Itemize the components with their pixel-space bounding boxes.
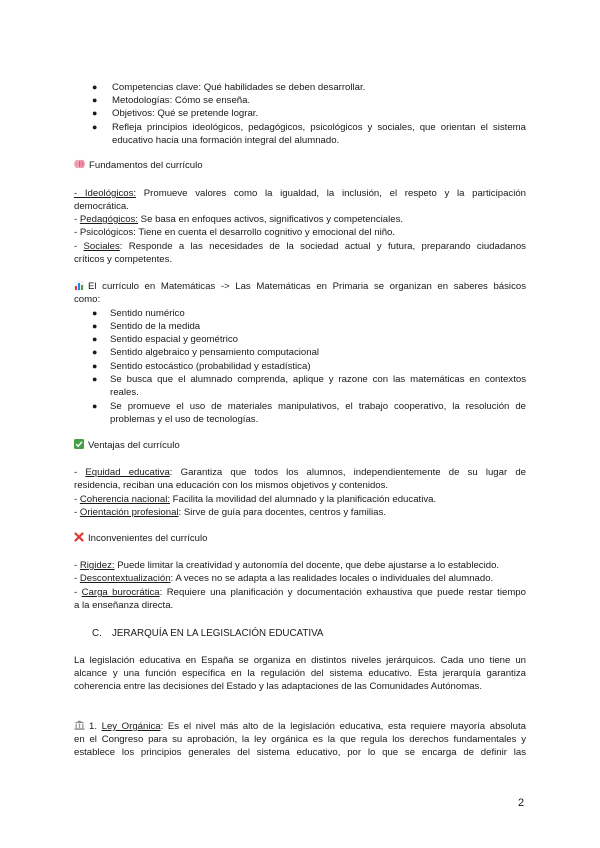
definition-text: : A veces no se adapta a las realidades locales o individuales del alumnado.	[170, 573, 494, 584]
bullet-dot: ●	[92, 108, 98, 118]
cross-icon	[74, 532, 84, 542]
ley-organica-line-3: establece los principios generales del sistema educativo, por lo que se encarga de definir las	[74, 747, 526, 758]
definition-text: : Garantiza que todos los alumnos, independientemente de su lugar de	[169, 467, 526, 478]
ideologicos-line-2: democrática.	[74, 201, 129, 212]
check-icon	[74, 439, 84, 449]
definition-text: : Es el nivel más alto de la legislación educativa, esta requiere mayoría absoluta	[160, 721, 527, 732]
classical-building-icon	[74, 720, 85, 730]
term-descontextualizacion: Descontextualización	[79, 573, 171, 584]
section-heading-text: Fundamentos del currículo	[89, 160, 203, 171]
list-item: Metodologías: Cómo se enseña.	[112, 95, 251, 106]
dash: -	[74, 507, 80, 518]
bullet-dot: ●	[92, 361, 98, 371]
section-heading-text: Ventajas del currículo	[88, 440, 180, 451]
ley-organica-line	[74, 720, 526, 733]
paragraph-line: La legislación educativa en España se organiza en distintos niveles jerárquicos. Cada uno tiene un	[74, 655, 526, 666]
definition-text: Puede limitar la creatividad y autonomía del docente, que debe ajustarse a lo establecido.	[114, 560, 500, 571]
carga-line-2: a la enseñanza directa.	[74, 600, 174, 611]
ideologicos-line	[74, 187, 526, 200]
definition-text: : Sirve de guía para docentes, centros y familias.	[178, 507, 386, 518]
list-item: Sentido estocástico (probabilidad y estadística)	[110, 361, 311, 372]
page-number: 2	[518, 797, 525, 809]
list-item: Sentido espacial y geométrico	[110, 334, 238, 345]
carga-line	[74, 586, 526, 599]
definition-text: Se basa en enfoques activos, significativos y competenciales.	[138, 214, 404, 225]
term-carga: Carga burocrática	[81, 587, 160, 598]
paragraph-line: alcance y una función específica en la regulación del sistema educativo. Esta jerarquía garantiza	[74, 668, 526, 679]
pedagogicos-line	[74, 213, 403, 226]
matematicas-intro-2: como:	[74, 294, 101, 305]
bullet-dot: ●	[92, 321, 98, 331]
list-item: Refleja principios ideológicos, pedagógicos, psicológicos y sociales, que orientan el sistema	[112, 122, 526, 133]
matematicas-intro	[74, 280, 526, 293]
list-item: Sentido numérico	[110, 308, 185, 319]
term-equidad: Equidad educativa	[85, 467, 170, 478]
dash: -	[74, 560, 80, 571]
list-item: Objetivos: Qué se pretende lograr.	[112, 108, 259, 119]
bullet-dot: ●	[92, 334, 98, 344]
bullet-dot: ●	[92, 308, 98, 318]
list-item-continuation: problemas y el uso de tecnologías.	[110, 414, 259, 425]
section-heading-inconvenientes	[74, 532, 207, 545]
bar-chart-icon	[74, 281, 84, 290]
paragraph-line: coherencia entre las decisiones del Estado y las adaptaciones de las Comunidades Autónomas.	[74, 681, 482, 692]
dash: -	[74, 494, 80, 505]
equidad-line	[74, 466, 526, 479]
intro-text: El currículo en Matemáticas -> Las Matemáticas en Primaria se organizan en saberes básicos	[88, 281, 526, 292]
dash: -	[74, 573, 80, 584]
term-orientacion: Orientación profesional	[79, 507, 179, 518]
definition-text: : Responde a las necesidades de la sociedad actual y futura, preparando ciudadanos	[119, 241, 526, 252]
section-c-title: JERARQUÍA EN LA LEGISLACIÓN EDUCATIVA	[112, 628, 324, 639]
term-pedagogicos: Pedagógicos:	[79, 214, 139, 225]
brain-icon	[74, 159, 85, 169]
orientacion-line	[74, 506, 386, 519]
section-heading-text: Inconvenientes del currículo	[88, 533, 208, 544]
psicologicos-line: - Psicológicos: Tiene en cuenta el desarrollo cognitivo y emocional del niño.	[74, 227, 396, 238]
definition-text: : Requiere una planificación y documentación exhaustiva que puede restar tiempo	[159, 587, 526, 598]
list-item: Sentido algebraico y pensamiento computacional	[110, 347, 320, 358]
bullet-dot: ●	[92, 82, 98, 92]
term-rigidez: Rigidez:	[79, 560, 115, 571]
dash: -	[74, 467, 86, 478]
term-ideologicos: - Ideológicos:	[74, 188, 137, 199]
list-item: Se busca que el alumnado comprenda, aplique y razone con las matemáticas en contextos	[110, 374, 526, 385]
coherencia-line	[74, 493, 436, 506]
dash: -	[74, 241, 84, 252]
item-number: 1.	[89, 721, 102, 732]
list-item: Sentido de la medida	[110, 321, 201, 332]
rigidez-line	[74, 559, 499, 572]
section-heading-fundamentos	[74, 159, 203, 172]
dash: -	[74, 214, 80, 225]
list-item-continuation: reales.	[110, 387, 139, 398]
descontext-line	[74, 572, 493, 585]
bullet-dot: ●	[92, 122, 98, 132]
definition-text: Facilita la movilidad del alumnado y la planificación educativa.	[170, 494, 437, 505]
list-item-continuation: educativo hacia una formación integral del alumnado.	[112, 135, 340, 146]
sociales-line	[74, 240, 526, 253]
equidad-line-2: residencia, reciban una educación con los mismos objetivos y contenidos.	[74, 480, 389, 491]
bullet-dot: ●	[92, 401, 98, 411]
sociales-line-2: críticos y competentes.	[74, 254, 173, 265]
term-ley-organica: Ley Orgánica	[101, 721, 161, 732]
dash: -	[74, 587, 82, 598]
list-item: Competencias clave: Qué habilidades se deben desarrollar.	[112, 82, 366, 93]
term-sociales: Sociales	[83, 241, 120, 252]
definition-text: Promueve valores como la igualdad, la inclusión, el respeto y la participación	[136, 188, 527, 199]
section-heading-ventajas	[74, 439, 180, 452]
section-c-letter: C.	[92, 628, 102, 639]
list-item: Se promueve el uso de materiales manipulativos, el trabajo cooperativo, la resolución de	[110, 401, 526, 412]
bullet-dot: ●	[92, 95, 98, 105]
bullet-dot: ●	[92, 347, 98, 357]
bullet-dot: ●	[92, 374, 98, 384]
ley-organica-line-2: en el Congreso para su aprobación, la ley orgánica es la que regula los derechos fundamentales y	[74, 734, 526, 745]
term-coherencia: Coherencia nacional:	[79, 494, 171, 505]
